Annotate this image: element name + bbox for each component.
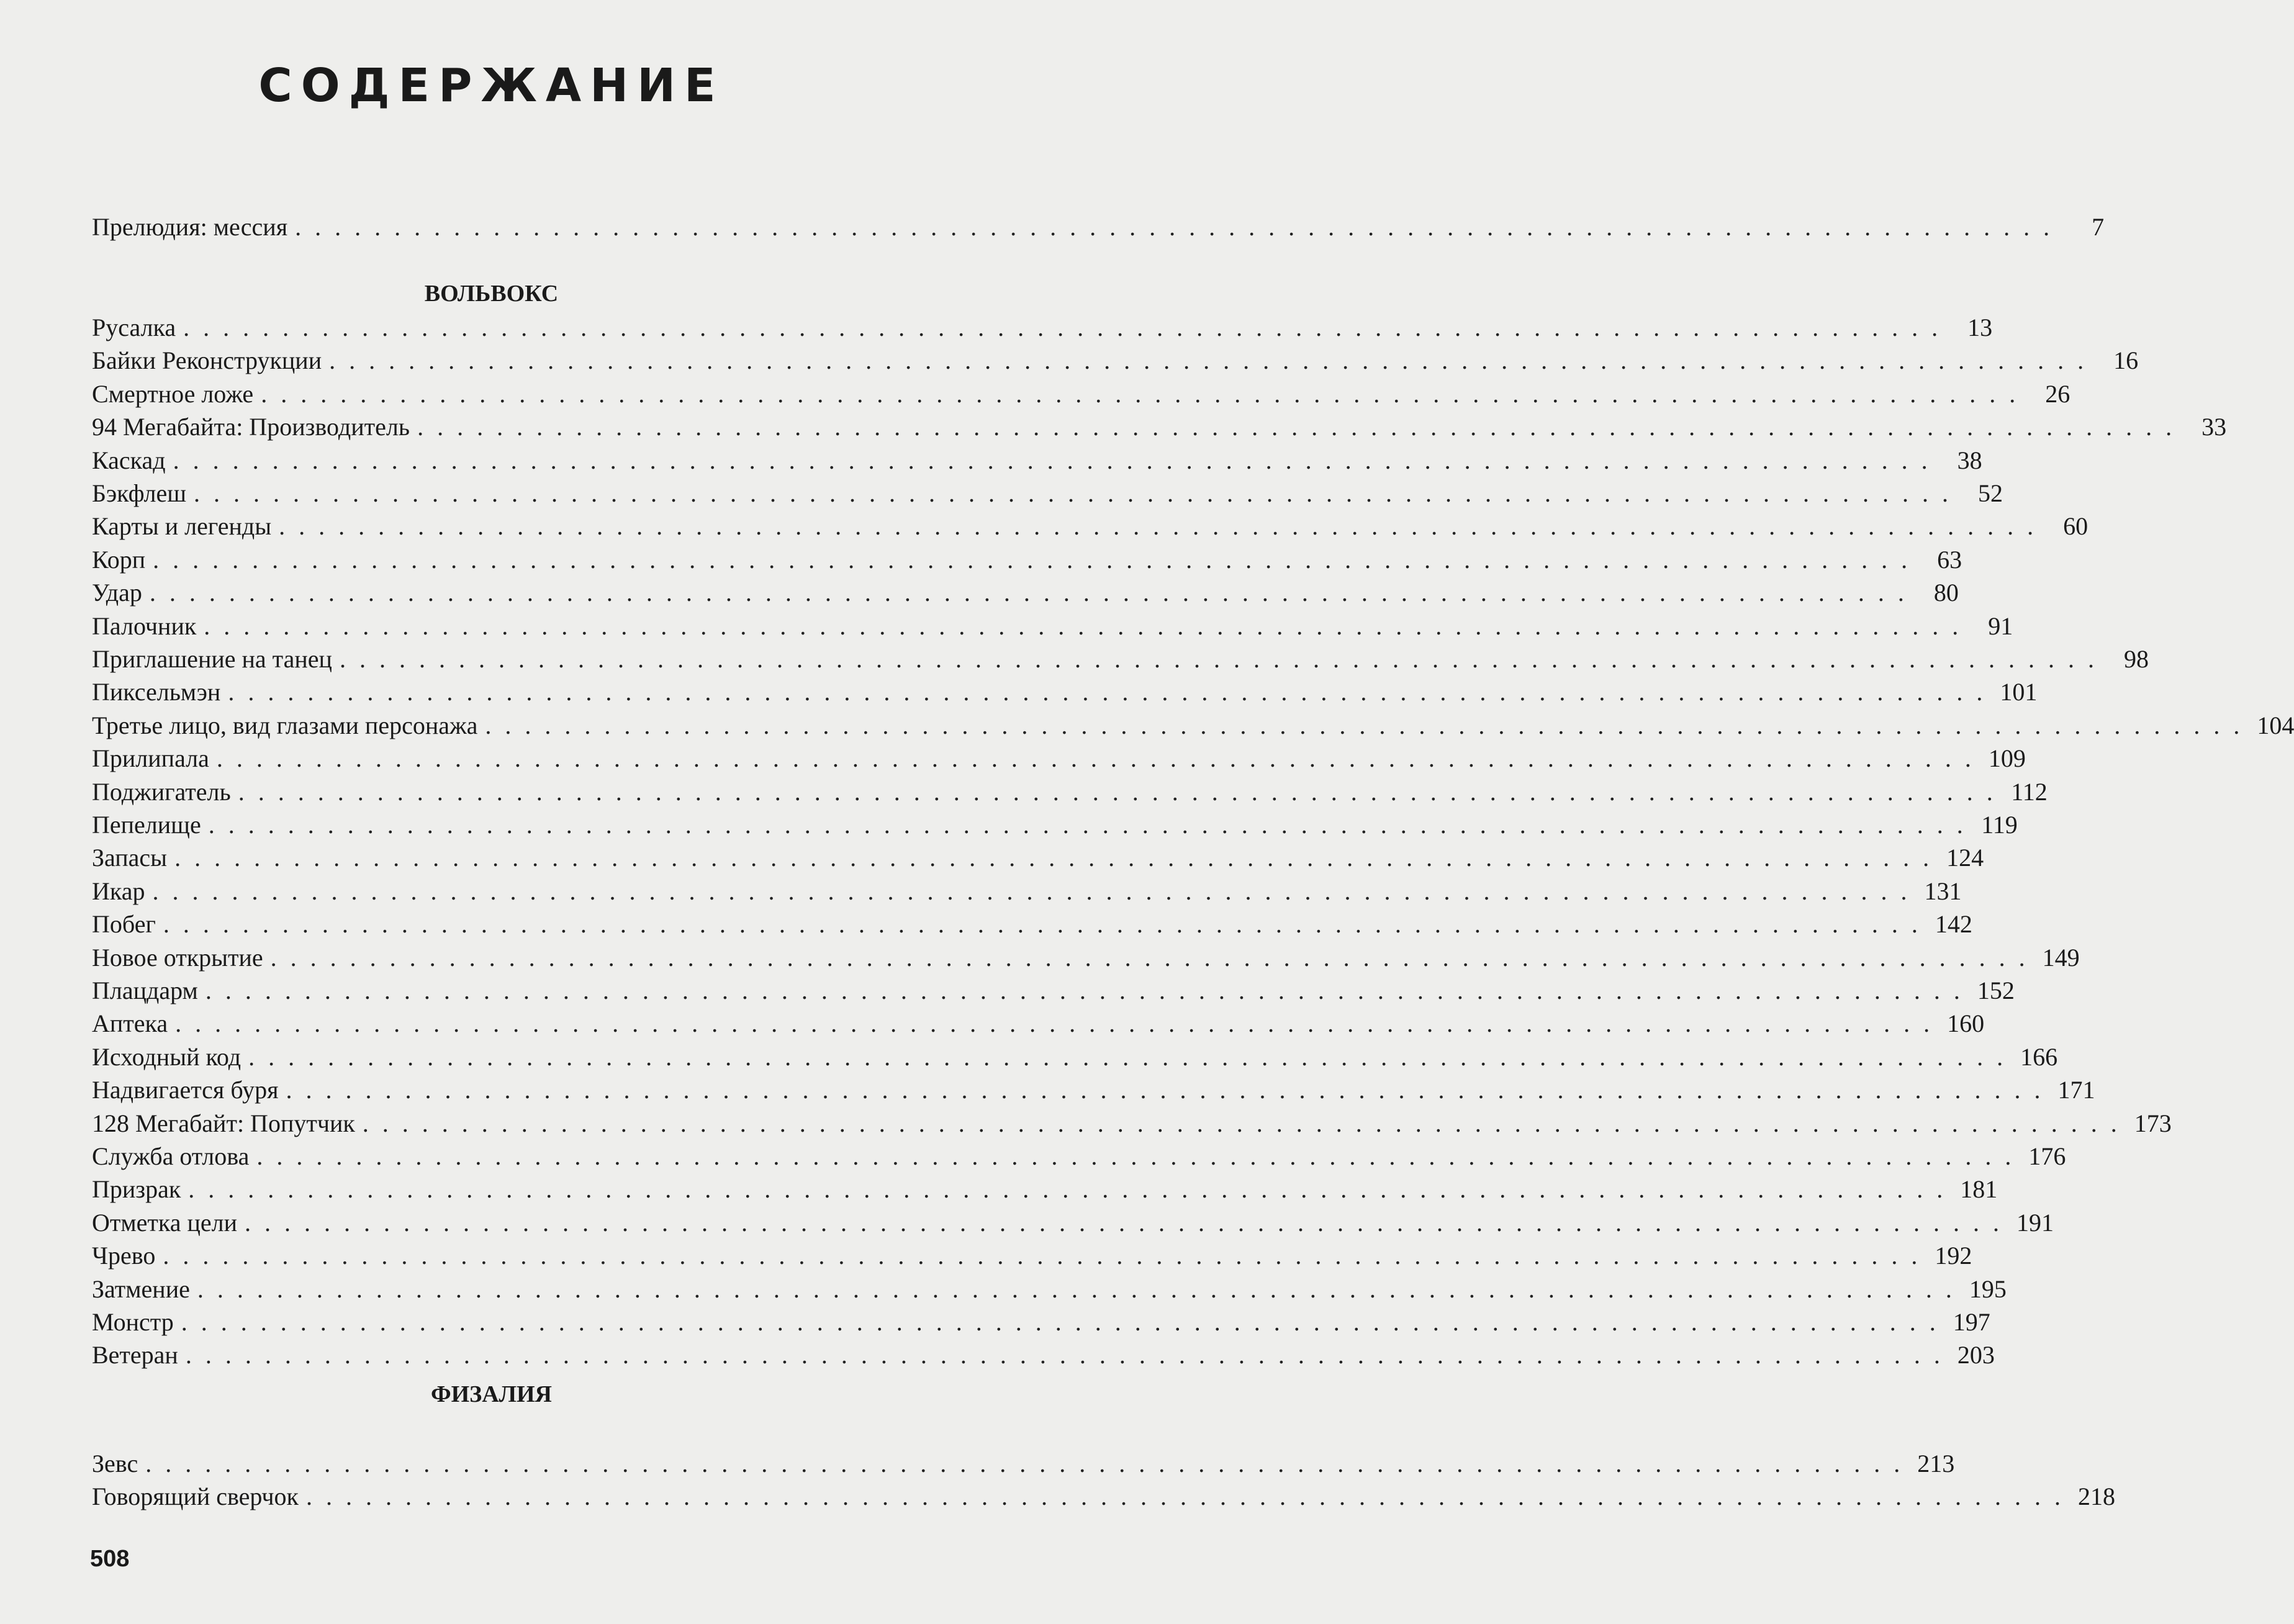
- dot-leader: . . . . . . . . . . . . . . . . . . . . . . . . . . . . . . . . . . . . . . . . . . . . . . . . . . . . . . . . . . . . . . . . . . . . . . . . . . . . . . . . . . . . . . . . .: [197, 1275, 1956, 1303]
- entry-title: Палочник: [92, 612, 197, 640]
- toc-entry: [92, 1040, 2058, 1075]
- entry-title: Служба отлова: [92, 1142, 250, 1170]
- section-heading: ФИЗАЛИЯ: [430, 1381, 552, 1407]
- entry-page: 60: [2063, 512, 2089, 540]
- toc-entry: [92, 575, 1959, 610]
- entry-page: 152: [1977, 977, 2015, 1004]
- toc-entry: [92, 675, 2038, 710]
- toc-entry: [92, 775, 2048, 810]
- toc-entry: [92, 410, 2227, 444]
- entry-title: Третье лицо, вид глазами персонажа: [92, 711, 478, 739]
- toc-entry: [92, 973, 2015, 1008]
- dot-leader: . . . . . . . . . . . . . . . . . . . . . . . . . . . . . . . . . . . . . . . . . . . . . . . . . . . . . . . . . . . . . . . . . . . . . . . . . . . . . . . . . . . . . . . . .: [329, 346, 2088, 374]
- entry-title: Новое открытие: [92, 944, 263, 972]
- dot-leader: . . . . . . . . . . . . . . . . . . . . . . . . . . . . . . . . . . . . . . . . . . . . . . . . . . . . . . . . . . . . . . . . . . . . . . . . . . . . . . . . . . . . . . . . .: [485, 711, 2244, 739]
- entry-page: 101: [2000, 678, 2038, 706]
- entry-title: Говорящий сверчок: [92, 1482, 299, 1510]
- dot-leader: . . . . . . . . . . . . . . . . . . . . . . . . . . . . . . . . . . . . . . . . . . . . . . . . . . . . . . . . . . . . . . . . . . . . . . . . . . . . . . . . . . . . . . . . .: [279, 512, 2038, 540]
- entry-page: 7: [2092, 213, 2105, 241]
- entry-page: 52: [1978, 479, 2003, 507]
- toc-entry: [92, 841, 1984, 875]
- entry-page: 197: [1953, 1308, 1990, 1336]
- toc-entry: [92, 1238, 1972, 1273]
- dot-leader: . . . . . . . . . . . . . . . . . . . . . . . . . . . . . . . . . . . . . . . . . . . . . . . . . . . . . . . . . . . . . . . . . . . . . . . . . . . . . . . . . . . . . . . . .: [152, 877, 1911, 905]
- dot-leader: . . . . . . . . . . . . . . . . . . . . . . . . . . . . . . . . . . . . . . . . . . . . . . . . . . . . . . . . . . . . . . . . . . . . . . . . . . . . . . . . . . . . . . . . .: [194, 479, 1953, 507]
- entry-title: Аптека: [92, 1009, 168, 1037]
- dot-leader: . . . . . . . . . . . . . . . . . . . . . . . . . . . . . . . . . . . . . . . . . . . . . . . . . . . . . . . . . . . . . . . . . . . . . . . . . . . . . . . . . . . . . . . . .: [339, 645, 2098, 673]
- entry-title: 94 Мегабайта: Производитель: [92, 413, 410, 441]
- dot-leader: . . . . . . . . . . . . . . . . . . . . . . . . . . . . . . . . . . . . . . . . . . . . . . . . . . . . . . . . . . . . . . . . . . . . . . . . . . . . . . . . . . . . . . . . .: [208, 811, 1967, 839]
- entry-page: 176: [2028, 1142, 2066, 1170]
- entry-page: 98: [2123, 645, 2149, 673]
- entry-page: 109: [1988, 744, 2026, 772]
- entry-page: 131: [1924, 877, 1962, 905]
- entry-page: 195: [1969, 1275, 2007, 1303]
- entry-page: 218: [2077, 1482, 2115, 1510]
- entry-title: Удар: [92, 579, 142, 607]
- toc-entry-prelude: [92, 210, 2105, 245]
- entry-title: Плацдарм: [92, 977, 198, 1004]
- entry-title: Запасы: [92, 844, 168, 872]
- entry-page: 142: [1935, 910, 1972, 938]
- toc-entry: [92, 1172, 1998, 1207]
- dot-leader: . . . . . . . . . . . . . . . . . . . . . . . . . . . . . . . . . . . . . . . . . . . . . . . . . . . . . . . . . . . . . . . . . . . . . . . . . . . . . . . . . . . . . . . . .: [188, 1175, 1947, 1203]
- entry-page: 13: [1967, 314, 1993, 341]
- entry-title: Байки Реконструкции: [92, 346, 322, 374]
- dot-leader: . . . . . . . . . . . . . . . . . . . . . . . . . . . . . . . . . . . . . . . . . . . . . . . . . . . . . . . . . . . . . . . . . . . . . . . . . . . . . . . . . . . . . . . . .: [175, 1009, 1934, 1037]
- entry-page: 171: [2057, 1076, 2095, 1104]
- dot-leader: . . . . . . . . . . . . . . . . . . . . . . . . . . . . . . . . . . . . . . . . . . . . . . . . . . . . . . . . . . . . . . . . . . . . . . . . . . . . . . . . . . . . . . . . .: [163, 1242, 1921, 1270]
- dot-leader: . . . . . . . . . . . . . . . . . . . . . . . . . . . . . . . . . . . . . . . . . . . . . . . . . . . . . . . . . . . . . . . . . . . . . . . . . . . . . . . . . . . . . . . . .: [181, 1308, 1940, 1336]
- entry-page: 160: [1947, 1009, 1985, 1037]
- entry-title: Поджигатель: [92, 778, 231, 806]
- dot-leader: . . . . . . . . . . . . . . . . . . . . . . . . . . . . . . . . . . . . . . . . . . . . . . . . . . . . . . . . . . . . . . . . . . . . . . . . . . . . . . . . . . . . . . . . .: [305, 1482, 2064, 1510]
- entry-title: Чрево: [92, 1242, 156, 1270]
- toc-entry: [92, 443, 1982, 478]
- toc-entry: [92, 1206, 2054, 1240]
- toc-entry: [92, 1305, 1990, 1340]
- toc-entry: [92, 941, 2080, 975]
- toc-entry: [92, 377, 2070, 412]
- entry-title: Исходный код: [92, 1043, 242, 1071]
- dot-leader: . . . . . . . . . . . . . . . . . . . . . . . . . . . . . . . . . . . . . . . . . . . . . . . . . . . . . . . . . . . . . . . . . . . . . . . . . . . . . . . . . . . . . . . . .: [185, 1341, 1944, 1369]
- entry-page: 191: [2016, 1209, 2054, 1237]
- dot-leader: . . . . . . . . . . . . . . . . . . . . . . . . . . . . . . . . . . . . . . . . . . . . . . . . . . . . . . . . . . . . . . . . . . . . . . . . . . . . . . . . . . . . . . . . .: [174, 844, 1933, 872]
- toc-entry: [92, 741, 2026, 776]
- page-number: 508: [90, 1546, 130, 1572]
- entry-page: 203: [1957, 1341, 1995, 1369]
- entry-title: Прилипала: [92, 744, 209, 772]
- entry-page: 33: [2201, 413, 2227, 441]
- entry-title: Прелюдия: мессия: [92, 213, 288, 241]
- entry-page: 80: [1933, 579, 1959, 607]
- toc-entry: [92, 1006, 1985, 1041]
- entry-page: 173: [2134, 1109, 2172, 1137]
- entry-title: Надвигается буря: [92, 1076, 279, 1104]
- dot-leader: . . . . . . . . . . . . . . . . . . . . . . . . . . . . . . . . . . . . . . . . . . . . . . . . . . . . . . . . . . . . . . . . . . . . . . . . . . . . . . . . . . . . . . . . .: [286, 1076, 2044, 1104]
- dot-leader: . . . . . . . . . . . . . . . . . . . . . . . . . . . . . . . . . . . . . . . . . . . . . . . . . . . . . . . . . . . . . . . . . . . . . . . . . . . . . . . . . . . . . . . . .: [173, 446, 1931, 474]
- toc-entry: [92, 1139, 2066, 1174]
- toc-entry: [92, 1446, 1955, 1481]
- toc-entry: [92, 1073, 2095, 1107]
- entry-title: Корп: [92, 546, 146, 574]
- dot-leader: . . . . . . . . . . . . . . . . . . . . . . . . . . . . . . . . . . . . . . . . . . . . . . . . . . . . . . . . . . . . . . . . . . . . . . . . . . . . . . . . . . . . . . . . .: [238, 778, 1997, 806]
- toc-entry: [92, 543, 1962, 577]
- entry-page: 16: [2113, 346, 2139, 374]
- toc-entry: [92, 609, 2013, 644]
- entry-page: 166: [2020, 1043, 2058, 1071]
- entry-title: Приглашение на танец: [92, 645, 332, 673]
- toc-entry: [92, 1479, 2115, 1514]
- entry-title: Побег: [92, 910, 156, 938]
- entry-title: Ветеран: [92, 1341, 178, 1369]
- dot-leader: . . . . . . . . . . . . . . . . . . . . . . . . . . . . . . . . . . . . . . . . . . . . . . . . . . . . . . . . . . . . . . . . . . . . . . . . . . . . . . . . . . . . . . . . .: [204, 612, 1962, 640]
- entry-title: Каскад: [92, 446, 166, 474]
- entry-title: 128 Мегабайт: Попутчик: [92, 1109, 355, 1137]
- dot-leader: . . . . . . . . . . . . . . . . . . . . . . . . . . . . . . . . . . . . . . . . . . . . . . . . . . . . . . . . . . . . . . . . . . . . . . . . . . . . . . . . . . . . . . . . .: [295, 213, 2054, 241]
- entry-title: Затмение: [92, 1275, 190, 1303]
- dot-leader: . . . . . . . . . . . . . . . . . . . . . . . . . . . . . . . . . . . . . . . . . . . . . . . . . . . . . . . . . . . . . . . . . . . . . . . . . . . . . . . . . . . . . . . . .: [205, 977, 1964, 1004]
- entry-title: Пепелище: [92, 811, 201, 839]
- toc-entry: [92, 708, 2294, 743]
- section-heading: ВОЛЬВОКС: [424, 281, 559, 307]
- toc-entry: [92, 874, 1962, 909]
- entry-title: Зевс: [92, 1450, 138, 1477]
- entry-title: Пиксельмэн: [92, 678, 221, 706]
- entry-page: 112: [2011, 778, 2048, 806]
- dot-leader: . . . . . . . . . . . . . . . . . . . . . . . . . . . . . . . . . . . . . . . . . . . . . . . . . . . . . . . . . . . . . . . . . . . . . . . . . . . . . . . . . . . . . . . . .: [245, 1209, 2003, 1237]
- dot-leader: . . . . . . . . . . . . . . . . . . . . . . . . . . . . . . . . . . . . . . . . . . . . . . . . . . . . . . . . . . . . . . . . . . . . . . . . . . . . . . . . . . . . . . . . .: [248, 1043, 2007, 1071]
- dot-leader: . . . . . . . . . . . . . . . . . . . . . . . . . . . . . . . . . . . . . . . . . . . . . . . . . . . . . . . . . . . . . . . . . . . . . . . . . . . . . . . . . . . . . . . . .: [153, 546, 1912, 574]
- dot-leader: . . . . . . . . . . . . . . . . . . . . . . . . . . . . . . . . . . . . . . . . . . . . . . . . . . . . . . . . . . . . . . . . . . . . . . . . . . . . . . . . . . . . . . . . .: [261, 380, 2020, 408]
- toc-entry: [92, 642, 2149, 677]
- dot-leader: . . . . . . . . . . . . . . . . . . . . . . . . . . . . . . . . . . . . . . . . . . . . . . . . . . . . . . . . . . . . . . . . . . . . . . . . . . . . . . . . . . . . . . . . .: [417, 413, 2176, 441]
- entry-page: 213: [1917, 1450, 1955, 1477]
- page-title: СОДЕРЖАНИЕ: [258, 59, 725, 112]
- toc-entry: [92, 310, 1993, 345]
- dot-leader: . . . . . . . . . . . . . . . . . . . . . . . . . . . . . . . . . . . . . . . . . . . . . . . . . . . . . . . . . . . . . . . . . . . . . . . . . . . . . . . . . . . . . . . . .: [163, 910, 1921, 938]
- entry-page: 38: [1957, 446, 1982, 474]
- entry-title: Отметка цели: [92, 1209, 238, 1237]
- entry-page: 192: [1935, 1242, 1972, 1270]
- entry-page: 119: [1981, 811, 2018, 839]
- toc-entry: [92, 907, 1972, 942]
- toc-entry: [92, 343, 2139, 378]
- entry-title: Смертное ложе: [92, 380, 254, 408]
- entry-page: 26: [2045, 380, 2070, 408]
- entry-page: 149: [2042, 944, 2080, 972]
- dot-leader: . . . . . . . . . . . . . . . . . . . . . . . . . . . . . . . . . . . . . . . . . . . . . . . . . . . . . . . . . . . . . . . . . . . . . . . . . . . . . . . . . . . . . . . . .: [228, 678, 1987, 706]
- dot-leader: . . . . . . . . . . . . . . . . . . . . . . . . . . . . . . . . . . . . . . . . . . . . . . . . . . . . . . . . . . . . . . . . . . . . . . . . . . . . . . . . . . . . . . . . .: [149, 579, 1908, 607]
- toc-entry: [92, 1106, 2172, 1141]
- toc-entry: [92, 509, 2089, 544]
- dot-leader: . . . . . . . . . . . . . . . . . . . . . . . . . . . . . . . . . . . . . . . . . . . . . . . . . . . . . . . . . . . . . . . . . . . . . . . . . . . . . . . . . . . . . . . . .: [362, 1109, 2121, 1137]
- entry-page: 181: [1960, 1175, 1998, 1203]
- entry-title: Икар: [92, 877, 145, 905]
- dot-leader: . . . . . . . . . . . . . . . . . . . . . . . . . . . . . . . . . . . . . . . . . . . . . . . . . . . . . . . . . . . . . . . . . . . . . . . . . . . . . . . . . . . . . . . . .: [216, 744, 1975, 772]
- entry-page: 91: [1988, 612, 2013, 640]
- entry-page: 63: [1937, 546, 1962, 574]
- dot-leader: . . . . . . . . . . . . . . . . . . . . . . . . . . . . . . . . . . . . . . . . . . . . . . . . . . . . . . . . . . . . . . . . . . . . . . . . . . . . . . . . . . . . . . . . .: [270, 944, 2029, 972]
- toc-entry: [92, 1272, 2007, 1307]
- toc-entry: [92, 1338, 1995, 1373]
- dot-leader: . . . . . . . . . . . . . . . . . . . . . . . . . . . . . . . . . . . . . . . . . . . . . . . . . . . . . . . . . . . . . . . . . . . . . . . . . . . . . . . . . . . . . . . . .: [183, 314, 1942, 341]
- entry-title: Карты и легенды: [92, 512, 272, 540]
- entry-page: 104: [2257, 711, 2294, 739]
- toc-entry: [92, 808, 2018, 842]
- dot-leader: . . . . . . . . . . . . . . . . . . . . . . . . . . . . . . . . . . . . . . . . . . . . . . . . . . . . . . . . . . . . . . . . . . . . . . . . . . . . . . . . . . . . . . . . .: [145, 1450, 1904, 1477]
- entry-title: Монстр: [92, 1308, 174, 1336]
- entry-title: Бэкфлеш: [92, 479, 187, 507]
- entry-title: Русалка: [92, 314, 176, 341]
- dot-leader: . . . . . . . . . . . . . . . . . . . . . . . . . . . . . . . . . . . . . . . . . . . . . . . . . . . . . . . . . . . . . . . . . . . . . . . . . . . . . . . . . . . . . . . . .: [256, 1142, 2015, 1170]
- toc-entry: [92, 476, 2003, 511]
- entry-title: Призрак: [92, 1175, 181, 1203]
- entry-page: 124: [1946, 844, 1984, 872]
